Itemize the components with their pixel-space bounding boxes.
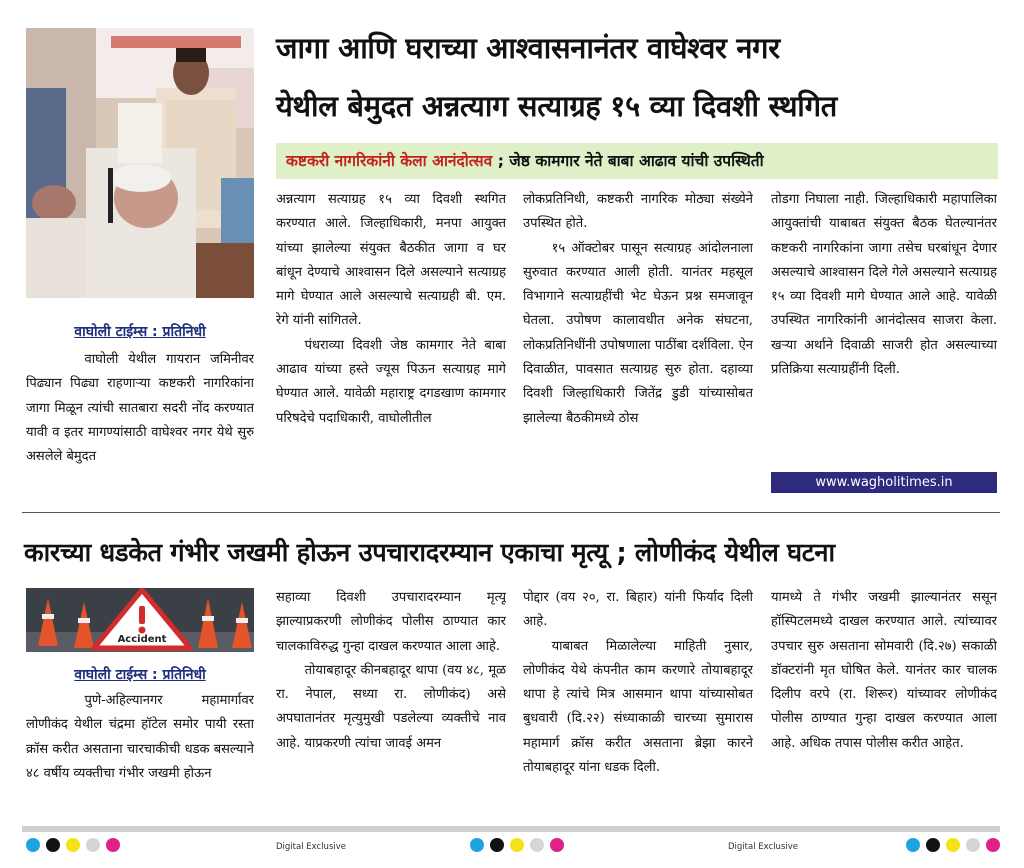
registration-dot [66,838,80,852]
registration-dot [86,838,100,852]
article2-column-1 [26,689,254,817]
article1-col3-paragraph-2: १५ ऑक्टोबर पासून सत्याग्रह आंदोलनाला सुरुवात करण्यात आली होती. यानंतर महसूल विभागाने सत्याग्रहींची भेट घेऊन प्रश्न समजावून घेतला. उपोषण कालावधीत अनेक संघटना, लोकप्रतिनिधींनी उपोषणाला पाठींबा दर्शविला. ऐन दिवाळीत, पावसात सत्याग्रह सुरु होता. दहाव्या दिवशी जिल्हाधिकारी जितेंद्र डुडी यांच्यासोबत झालेल्या बैठकीमध्ये ठोस [523,240,753,426]
article2-column-2 [276,586,506,818]
article2-col2-paragraph-1: सहाव्या दिवशी उपचारादरम्यान मृत्यू झाल्याप्रकरणी लोणीकंद पोलीस ठाण्यात कार चालकाविरुद्ध गुन्हा दाखल करण्यात आला आहे. [276,590,506,654]
article2-col4-paragraph-1: यामध्ये ते गंभीर जखमी झाल्यानंतर ससून हॉस्पिटलमध्ये दाखल करण्यात आले. त्यांच्यावर उपचार सुरु असताना सोमवारी (दि.२७) सकाळी डॉक्टरांनी मृत घोषित केले. यानंतर कार चालक दिलीप वरपे (रा. शिरूर) यांच्यावर लोणीकंद पोलीस ठाण्यात गुन्हा दाखल करण्यात आला आहे. अधिक तपास पोलीस करीत आहेत. [771,590,997,751]
color-registration-dots-center [470,838,564,852]
article2-col1-paragraph: पुणे-अहिल्यानगर महामार्गावर लोणीकंद येथील चंद्रमा हॉटेल समोर पायी रस्ता क्रॉस करीत असताना चारचाकीची धडक बसल्याने ४८ वर्षीय व्यक्तीचा गंभीर जखमी होऊन [26,693,254,781]
article1-column-4 [771,188,997,472]
section-divider [22,512,1000,513]
article1-column-2 [276,188,506,496]
color-registration-dots-right [906,838,1000,852]
footer-bar [22,826,1000,832]
article1-col2-paragraph-1: अन्नत्याग सत्याग्रह १५ व्या दिवशी स्थगित करण्यात आले. जिल्हाधिकारी, मनपा आयुक्त यांच्या झालेल्या संयुक्त बैठकीत जागा व घर बांधून देण्याचे आश्वासन दिले असल्याने सत्याग्रह मागे घेण्यात आले असल्याचे सत्याग्रही बी. एम. रेगे यांनी सांगितले. [276,192,506,329]
article1-col1-paragraph: वाघोली येथील गायरान जमिनीवर पिढ्यान पिढ्या राहणाऱ्या कष्टकरी नागरिकांना जागा मिळून त्यांची सातबारा सदरी नोंद करण्यात यावी व इतर मागण्यांसाठी वाघेश्वर नगर येथे सुरु असलेले बेमुदत [26,352,254,465]
article2-col3-paragraph-2: याबाबत मिळालेल्या माहिती नुसार, लोणीकंद येथे कंपनीत काम करणारे तोयाबहादूर थापा हे त्यांचे मित्र आसमान थापा यांच्यासोबत बुधवारी (दि.२२) संध्याकाळी चारच्या सुमारास महामार्ग क्रॉस करीत असताना ब्रेझा कारने तोयाबहादूर यांना धडक दिली. [523,638,753,776]
registration-dot [550,838,564,852]
article2-headline: कारच्या धडकेत गंभीर जखमी होऊन उपचारादरम्यान एकाचा मृत्यू ; लोणीकंद येथील घटना [24,538,835,568]
article1-column-3 [523,188,753,496]
article1-col4-paragraph-1: तोडगा निघाला नाही. जिल्हाधिकारी महापालिका आयुक्तांची याबाबत संयुक्त बैठक घेतल्यानंतर कष्टकरी नागरिकांना जागा तसेच घरबांधून देणार असल्याचे आश्वासन दिले गेले असल्याने सत्याग्रह १५ व्या दिवशी मागे घेण्यात आले आहे. यावेळी उपस्थित नागरिकांनी आनंदोत्सव साजरा केला. खऱ्या अर्थाने दिवाळी साजरी होत असल्याच्या प्रतिक्रिया सत्याग्रहींनी दिली. [771,192,997,378]
article1-col3-paragraph-1: लोकप्रतिनिधी, कष्टकरी नागरिक मोठ्या संख्येने उपस्थित होते. [523,192,753,232]
article2-col3-paragraph-1: पोद्दार (वय २०, रा. बिहार) यांनी फिर्याद दिली आहे. [523,590,753,630]
article1-column-1 [26,348,254,496]
registration-dot [986,838,1000,852]
footer-label-right: Digital Exclusive [728,842,798,852]
registration-dot [530,838,544,852]
article2-byline: वाघोली टाईम्स : प्रतिनिधी [74,667,206,683]
article1-col2-paragraph-2: पंधराव्या दिवशी जेष्ठ कामगार नेते बाबा आढाव यांच्या हस्ते ज्यूस पिऊन सत्याग्रह मागे घेण्यात आले. यावेळी महाराष्ट्र दगडखाण कामगार परिषदेचे पदाधिकारी, वाघोलीतील [276,337,506,426]
registration-dot [926,838,940,852]
registration-dot [46,838,60,852]
website-banner: www.wagholitimes.in [771,472,997,493]
registration-dot [906,838,920,852]
article1-headline-line2: येथील बेमुदत अन्नत्याग सत्याग्रह १५ व्या दिवशी स्थगित [276,89,837,123]
color-registration-dots-left [26,838,120,852]
registration-dot [106,838,120,852]
article1-headline-line1: जागा आणि घराच्या आश्वासनानंतर वाघेश्वर नगर [276,31,780,65]
subheadline-rest: ; जेष्ठ कामगार नेते बाबा आढाव यांची उपस्थिती [492,152,764,170]
article2-column-4 [771,586,997,818]
article2-col2-paragraph-2: तोयाबहादूर कीनबहादूर थापा (वय ४८, मूळ रा. नेपाल, सध्या रा. लोणीकंद) असे अपघातानंतर मृत्युमुखी पडलेल्या व्यक्तीचे नाव आहे. याप्रकरणी त्यांचा जावई अमन [276,662,506,751]
article2-column-3 [523,586,753,818]
registration-dot [510,838,524,852]
article1-subheadline [276,143,998,179]
protest-photo-illustration [26,28,254,298]
registration-dot [470,838,484,852]
registration-dot [490,838,504,852]
protest-photo [26,28,254,298]
registration-dot [26,838,40,852]
registration-dot [946,838,960,852]
accident-photo [26,588,254,652]
subheadline-highlight: कष्टकरी नागरिकांनी केला आनंदोत्सव [286,152,493,170]
registration-dot [966,838,980,852]
footer-label-left: Digital Exclusive [276,842,346,852]
accident-sign-label: Accident [117,634,167,645]
article1-byline: वाघोली टाईम्स : प्रतिनिधी [74,324,206,340]
